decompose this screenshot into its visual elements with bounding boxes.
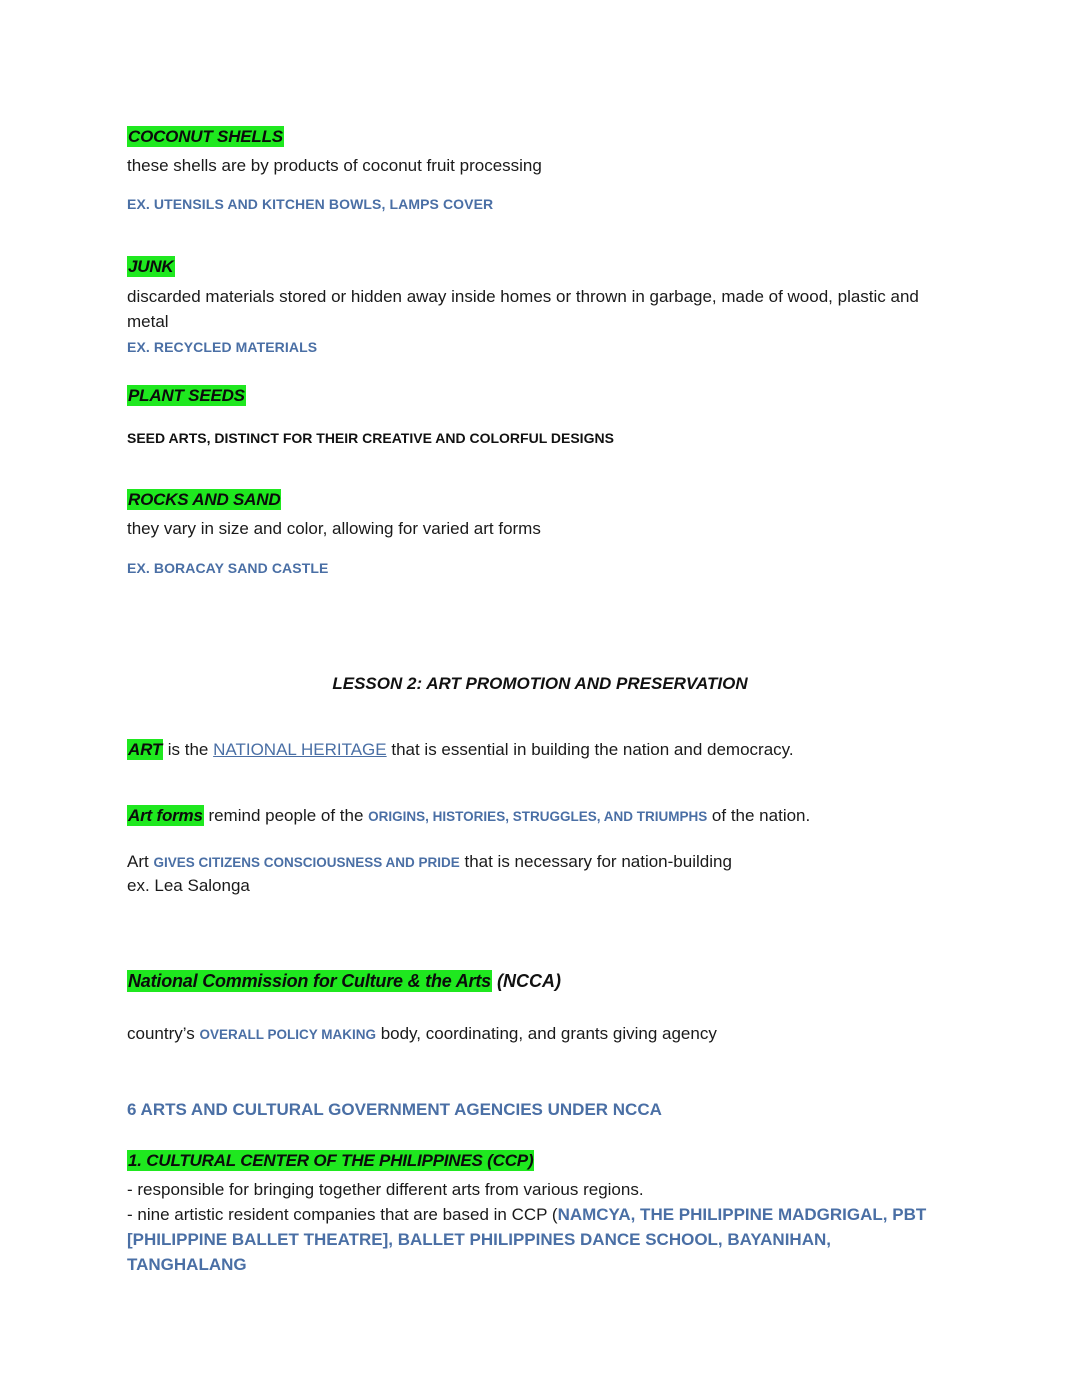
rocks-desc: they vary in size and color, allowing for varied art forms xyxy=(127,519,541,538)
art-gives-example: ex. Lea Salonga xyxy=(127,876,250,895)
coconut-example: EX. UTENSILS AND KITCHEN BOWLS, LAMPS COVER xyxy=(127,196,494,212)
rocks-example: EX. BORACAY SAND CASTLE xyxy=(127,560,329,576)
art-forms-line xyxy=(127,803,947,829)
rocks-section xyxy=(127,490,947,510)
plant-seeds-desc: SEED ARTS, DISTINCT FOR THEIR CREATIVE AND COLORFUL DESIGNS xyxy=(127,430,614,446)
coconut-desc: these shells are by products of coconut fruit processing xyxy=(127,156,542,175)
art-gives-blue: GIVES CITIZENS CONSCIOUSNESS AND PRIDE xyxy=(153,855,460,870)
ncca-desc-line xyxy=(127,1021,947,1047)
art-forms-blue: ORIGINS, HISTORIES, STRUGGLES, AND TRIUMPHS xyxy=(368,809,708,824)
rocks-heading: ROCKS AND SAND xyxy=(128,490,281,509)
art-text-1: is the xyxy=(163,740,214,759)
plant-seeds-heading: PLANT SEEDS xyxy=(128,386,245,405)
art-forms-highlight: Art forms xyxy=(128,806,203,825)
ccp-companies: NAMCYA, THE PHILIPPINE MADGRIGAL, PBT [PHILIPPINE BALLET THEATRE], BALLET PHILIPPINES DANCE SCHOOL, BAYANIHAN, TANGHALANG xyxy=(127,1205,927,1274)
ccp-heading: 1. CULTURAL CENTER OF THE PHILIPPINES (CCP) xyxy=(128,1151,534,1170)
plant-seeds-section xyxy=(127,386,947,406)
junk-example: EX. RECYCLED MATERIALS xyxy=(127,339,318,355)
art-gives-line xyxy=(127,849,947,875)
coconut-section xyxy=(127,127,947,147)
ncca-highlight: National Commission for Culture & the Arts xyxy=(128,971,491,991)
art-heritage-line xyxy=(127,737,947,762)
art-forms-text-1: remind people of the xyxy=(203,806,369,825)
ccp-line-2-text: - nine artistic resident companies that are based in CCP ( xyxy=(127,1205,558,1224)
ccp-section xyxy=(127,1151,947,1171)
ncca-abbr: (NCCA) xyxy=(491,971,561,991)
art-text-2: that is essential in building the nation and democracy. xyxy=(386,740,794,759)
ccp-line-2 xyxy=(127,1202,942,1277)
art-highlight: ART xyxy=(128,740,163,759)
art-forms-text-2: of the nation. xyxy=(707,806,811,825)
ncca-text-2: body, coordinating, and grants giving agency xyxy=(375,1024,717,1043)
ncca-blue: OVERALL POLICY MAKING xyxy=(199,1027,376,1042)
art-gives-text-2: that is necessary for nation-building xyxy=(459,852,732,871)
ncca-text-1: country’s xyxy=(127,1024,200,1043)
junk-desc: discarded materials stored or hidden away inside homes or thrown in garbage, made of wood, plastic and metal xyxy=(127,287,919,331)
national-heritage-link[interactable]: NATIONAL HERITAGE xyxy=(213,740,387,759)
ccp-line-1: - responsible for bringing together different arts from various regions. xyxy=(127,1180,644,1199)
coconut-heading: COCONUT SHELLS xyxy=(128,127,283,146)
ncca-heading-line xyxy=(127,969,947,994)
lesson-title: LESSON 2: ART PROMOTION AND PRESERVATION xyxy=(332,674,748,693)
art-gives-text-1: Art xyxy=(127,852,154,871)
agencies-heading: 6 ARTS AND CULTURAL GOVERNMENT AGENCIES UNDER NCCA xyxy=(127,1100,662,1119)
junk-heading: JUNK xyxy=(128,257,174,276)
junk-section xyxy=(127,257,947,277)
